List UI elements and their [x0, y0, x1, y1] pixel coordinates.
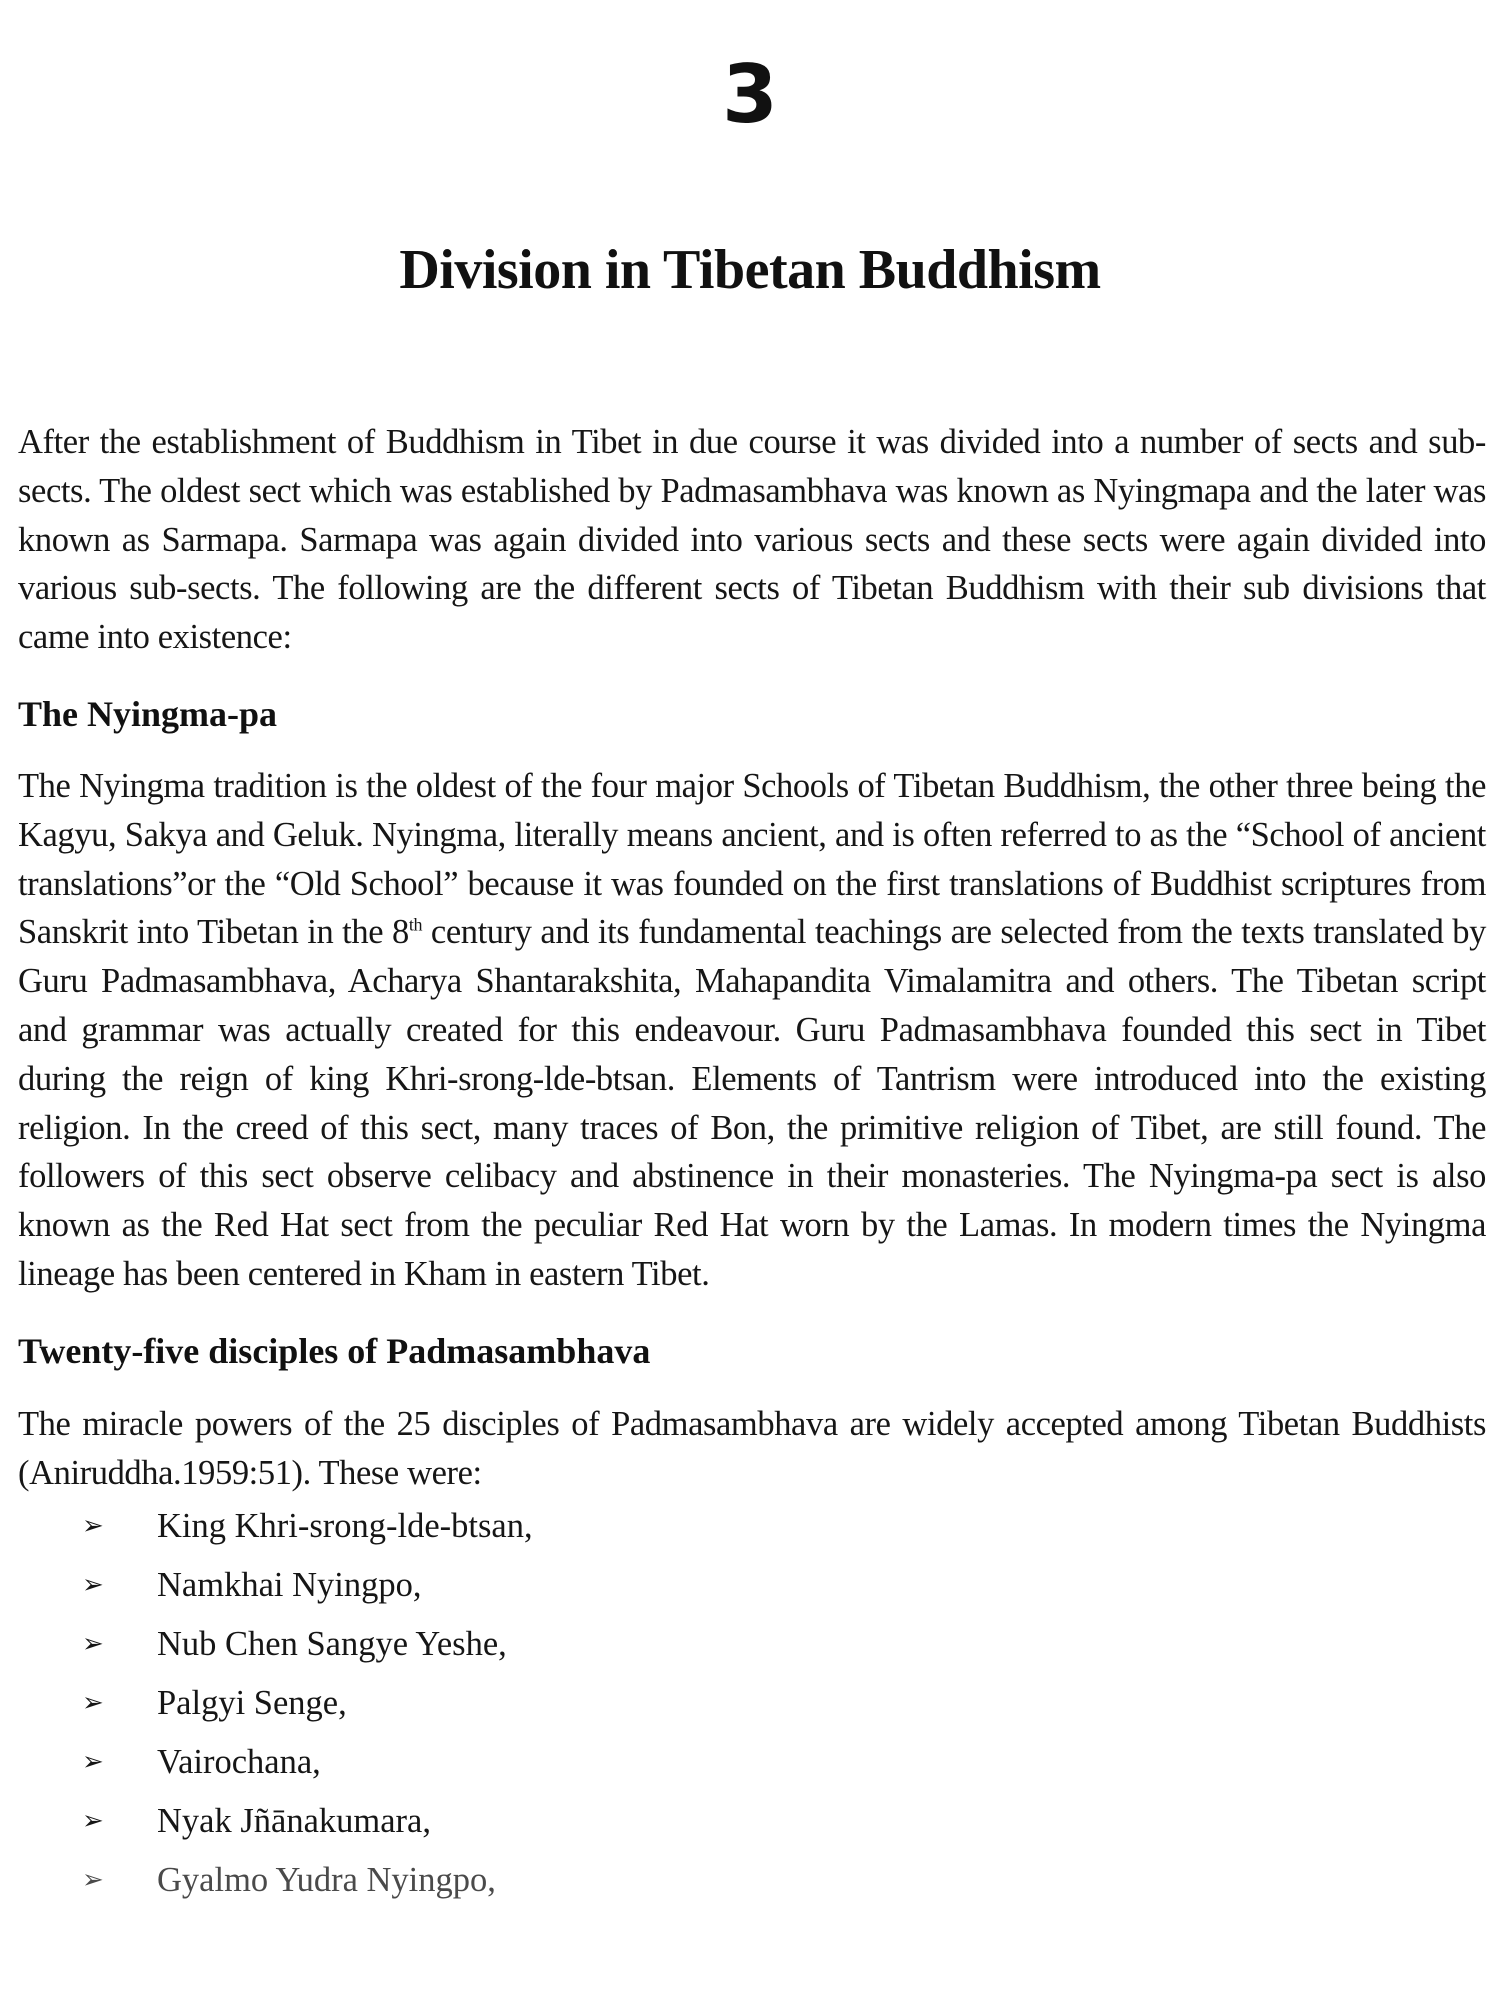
list-item-text: King Khri-srong-lde-btsan, — [157, 1507, 533, 1545]
list-item — [82, 1615, 533, 1674]
arrow-bullet-icon: ➢ — [82, 1747, 104, 1777]
list-item-text: Gyalmo Yudra Nyingpo, — [157, 1861, 496, 1899]
nyingma-text-part-1: The Nyingma tradition is the oldest of the four major Schools of Tibetan Buddhism, the other three being the Kagyu, Sakya and Geluk. Nyingma, literally means ancient, and is often referred to as the “School of ancient translations”or the “Old School” because it was founded on the first translations of Buddhist scriptures from Sanskrit into Tibetan in the 8 — [18, 767, 1486, 952]
list-item — [82, 1674, 533, 1733]
list-item-text: Vairochana, — [157, 1743, 321, 1781]
list-item — [82, 1497, 533, 1556]
list-item — [82, 1733, 533, 1792]
arrow-bullet-icon: ➢ — [82, 1865, 104, 1895]
arrow-bullet-icon: ➢ — [82, 1511, 104, 1541]
section-heading-nyingma: The Nyingma-pa — [18, 694, 278, 734]
arrow-bullet-icon: ➢ — [82, 1806, 104, 1836]
section-heading-disciples: Twenty-five disciples of Padmasambhava — [18, 1331, 651, 1371]
list-item-text: Namkhai Nyingpo, — [157, 1566, 422, 1604]
nyingma-text-part-2: century and its fundamental teachings are selected from the texts translated by Guru Padmasambhava, Acharya Shantarakshita, Mahapandita Vimalamitra and others. The Tibetan script and grammar was actually created for this endeavour. Guru Padmasambhava founded this sect in Tibet during the reign of king Khri-srong-lde-btsan. Elements of Tantrism were introduced into the existing religion. In the creed of this sect, many traces of Bon, the primitive religion of Tibet, are still found. The followers of this sect observe celibacy and abstinence in their monasteries. The Nyingma-pa sect is also known as the Red Hat sect from the peculiar Red Hat worn by the Lamas. In modern times the Nyingma lineage has been centered in Kham in eastern Tibet. — [18, 913, 1486, 1293]
list-item — [82, 1851, 533, 1910]
arrow-bullet-icon: ➢ — [82, 1629, 104, 1659]
list-item — [82, 1556, 533, 1615]
ordinal-superscript: th — [408, 914, 423, 935]
list-item — [82, 1792, 533, 1851]
list-item-text: Nyak Jñānakumara, — [157, 1802, 431, 1840]
arrow-bullet-icon: ➢ — [82, 1570, 104, 1600]
disciples-paragraph: The miracle powers of the 25 disciples of Padmasambhava are widely accepted among Tibetan Buddhists (Aniruddha.1959:51). These were: — [18, 1405, 1486, 1492]
chapter-number: 3 — [722, 48, 778, 141]
intro-paragraph: After the establishment of Buddhism in Tibet in due course it was divided into a number of sects and sub-sects. The oldest sect which was established by Padmasambhava was known as Nyingmapa and the later was known as Sarmapa. Sarmapa was again divided into various sects and these sects were again divided into various sub-sects. The following are the different sects of Tibetan Buddhism with their sub divisions that came into existence: — [18, 423, 1486, 657]
arrow-bullet-icon: ➢ — [82, 1688, 104, 1718]
list-item-text: Palgyi Senge, — [157, 1684, 347, 1722]
disciples-list — [82, 1497, 533, 1910]
nyingma-paragraph — [18, 762, 1486, 1299]
chapter-title: Division in Tibetan Buddhism — [399, 239, 1101, 301]
list-item-text: Nub Chen Sangye Yeshe, — [157, 1625, 507, 1663]
